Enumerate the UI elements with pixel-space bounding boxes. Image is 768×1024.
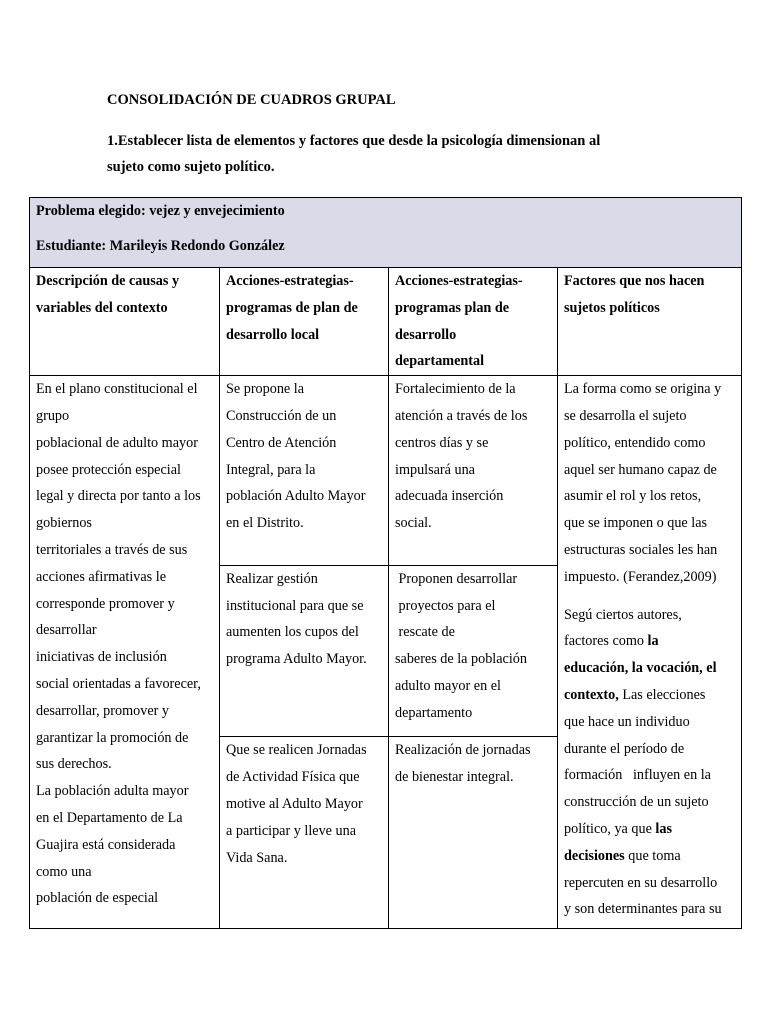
consolidation-table [29,197,742,929]
col4-bold-text: la [647,633,659,650]
column-header-1-line: Descripción de causas y [36,273,180,289]
col2-line: Se propone la [226,381,305,398]
column-header-3-line: programas plan de [395,299,510,316]
instruction-line-2: sujeto como sujeto político. [107,159,275,175]
col4-line: que hace un individuo [564,713,690,730]
col1-line: La población adulta mayor [36,783,189,800]
col4-line: Segú ciertos autores, [564,606,682,623]
col2-line: aumenten los cupos del [226,624,359,641]
col3-cell-2 [389,565,558,737]
table-header-row [30,198,742,268]
document-title: CONSOLIDACIÓN DE CUADROS GRUPAL [107,92,396,108]
col1-line: gobiernos [36,515,92,532]
col4-line: formación influyen en la [564,767,711,784]
col3-cell-3 [389,737,558,929]
column-header-3-line: desarrollo [395,326,457,343]
column-header-2 [220,268,389,376]
col3-line: Fortalecimiento de la [395,381,516,398]
column-header-4 [558,268,742,376]
col4-factors-cell [558,376,742,929]
col4-line [564,843,741,870]
col4-line: estructuras sociales les han [564,541,718,558]
col4-bold-text: las [655,820,672,837]
column-header-4-line: Factores que nos hacen [564,273,705,289]
col2-line: Realizar gestión [226,570,318,587]
col2-line: a participar y lleve una [226,822,356,839]
column-header-1-line: variables del contexto [36,299,168,316]
col3-line: impulsará una [395,461,475,478]
col2-cell-2 [220,565,389,737]
column-header-3-line: departamental [395,353,485,370]
col2-line: Centro de Atención [226,434,337,451]
col1-line: como una [36,863,92,880]
col1-description-cell [30,376,220,929]
col4-line: político, entendido como [564,434,706,451]
col3-line: social. [395,515,432,532]
col4-bold-text: contexto, [564,686,619,703]
col4-bold-text: educación [564,660,625,677]
col3-line: adulto mayor en el [395,678,501,695]
content-row-1 [30,376,742,566]
col4-line: y son determinantes para su [564,901,722,918]
col3-line: proyectos para el [395,597,496,614]
col2-line: Que se realicen Jornadas [226,742,367,759]
col2-line: Construcción de un [226,407,337,424]
column-header-3 [389,268,558,376]
col1-line: en el Departamento de La [36,809,183,826]
col2-line: Vida Sana. [226,849,288,866]
col3-line: saberes de la población [395,651,527,668]
col2-line: Integral, para la [226,461,316,478]
col1-line: grupo [36,407,70,424]
column-header-2-line: Acciones-estrategias- [226,273,354,289]
col4-line: La forma como se origina y [564,381,722,398]
col4-bold-text: , [624,660,632,677]
col4-text: Las elecciones [618,686,706,703]
paragraph-gap [564,591,741,602]
column-header-1 [30,268,220,376]
instruction-line-1: 1.Establecer lista de elementos y factores que desde la psicología dimensionan al [107,133,601,149]
col4-line: se desarrolla el sujeto [564,407,687,424]
col1-line: sus derechos. [36,756,112,773]
col4-line [564,628,741,655]
problem-label: Problema elegido: vejez y envejecimiento [36,203,285,219]
col1-line: desarrollar, promover y [36,702,169,719]
col4-line: construcción de un sujeto [564,794,709,811]
col4-line [564,655,741,682]
col4-line: repercuten en su desarrollo [564,874,718,891]
col2-line: institucional para que se [226,597,364,614]
col4-line [564,816,741,843]
col4-text: político, ya que [564,820,656,837]
col4-bold-text: decisiones [564,847,625,864]
col3-line: de bienestar integral. [395,769,514,786]
col3-line: rescate de [395,624,455,641]
col3-cell-1 [389,376,558,566]
col1-line: legal y directa por tanto a los [36,488,201,505]
col2-line: motive al Adulto Mayor [226,796,363,813]
col1-line: desarrollar [36,622,97,639]
col3-line: departamento [395,704,473,721]
col1-line: garantizar la promoción de [36,729,189,746]
student-label: Estudiante: Marileyis Redondo González [36,237,285,254]
column-header-row [30,268,742,376]
col4-line: impuesto. (Ferandez,2009) [564,568,717,585]
col4-bold-text: la vocación, el [631,660,717,677]
col4-line [564,682,741,709]
column-header-3-line: Acciones-estrategias- [395,273,523,289]
column-header-2-line: desarrollo local [226,326,320,343]
col4-text: que toma [624,847,681,864]
column-header-4-line: sujetos políticos [564,299,660,316]
col2-cell-1 [220,376,389,566]
col1-line: iniciativas de inclusión [36,649,167,666]
col3-line: centros días y se [395,434,489,451]
col1-line: posee protección especial [36,461,181,478]
col2-line: de Actividad Física que [226,769,360,786]
col1-line: población de especial [36,890,159,907]
col1-line: En el plano constitucional el [36,381,198,398]
col1-line: acciones afirmativas le [36,568,166,585]
col4-text: factores como [564,633,648,650]
col3-line: Proponen desarrollar [395,570,518,587]
col3-line: atención a través de los [395,407,528,424]
col1-line: poblacional de adulto mayor [36,434,198,451]
col2-line: población Adulto Mayor [226,488,366,505]
column-header-2-line: programas de plan de [226,299,358,316]
col2-line: en el Distrito. [226,515,304,532]
col4-line: durante el período de [564,740,685,757]
col4-line: que se imponen o que las [564,515,708,532]
col1-line: social orientadas a favorecer, [36,675,201,692]
col3-line: Realización de jornadas [395,742,531,759]
col4-line: aquel ser humano capaz de [564,461,717,478]
header-cell [30,198,742,268]
col1-line: Guajira está considerada [36,836,176,853]
col1-line: corresponde promover y [36,595,175,612]
col4-line: asumir el rol y los retos, [564,488,702,505]
col2-line: programa Adulto Mayor. [226,651,367,668]
col3-line: adecuada inserción [395,488,504,505]
col1-line: territoriales a través de sus [36,541,188,558]
col2-cell-3 [220,737,389,929]
